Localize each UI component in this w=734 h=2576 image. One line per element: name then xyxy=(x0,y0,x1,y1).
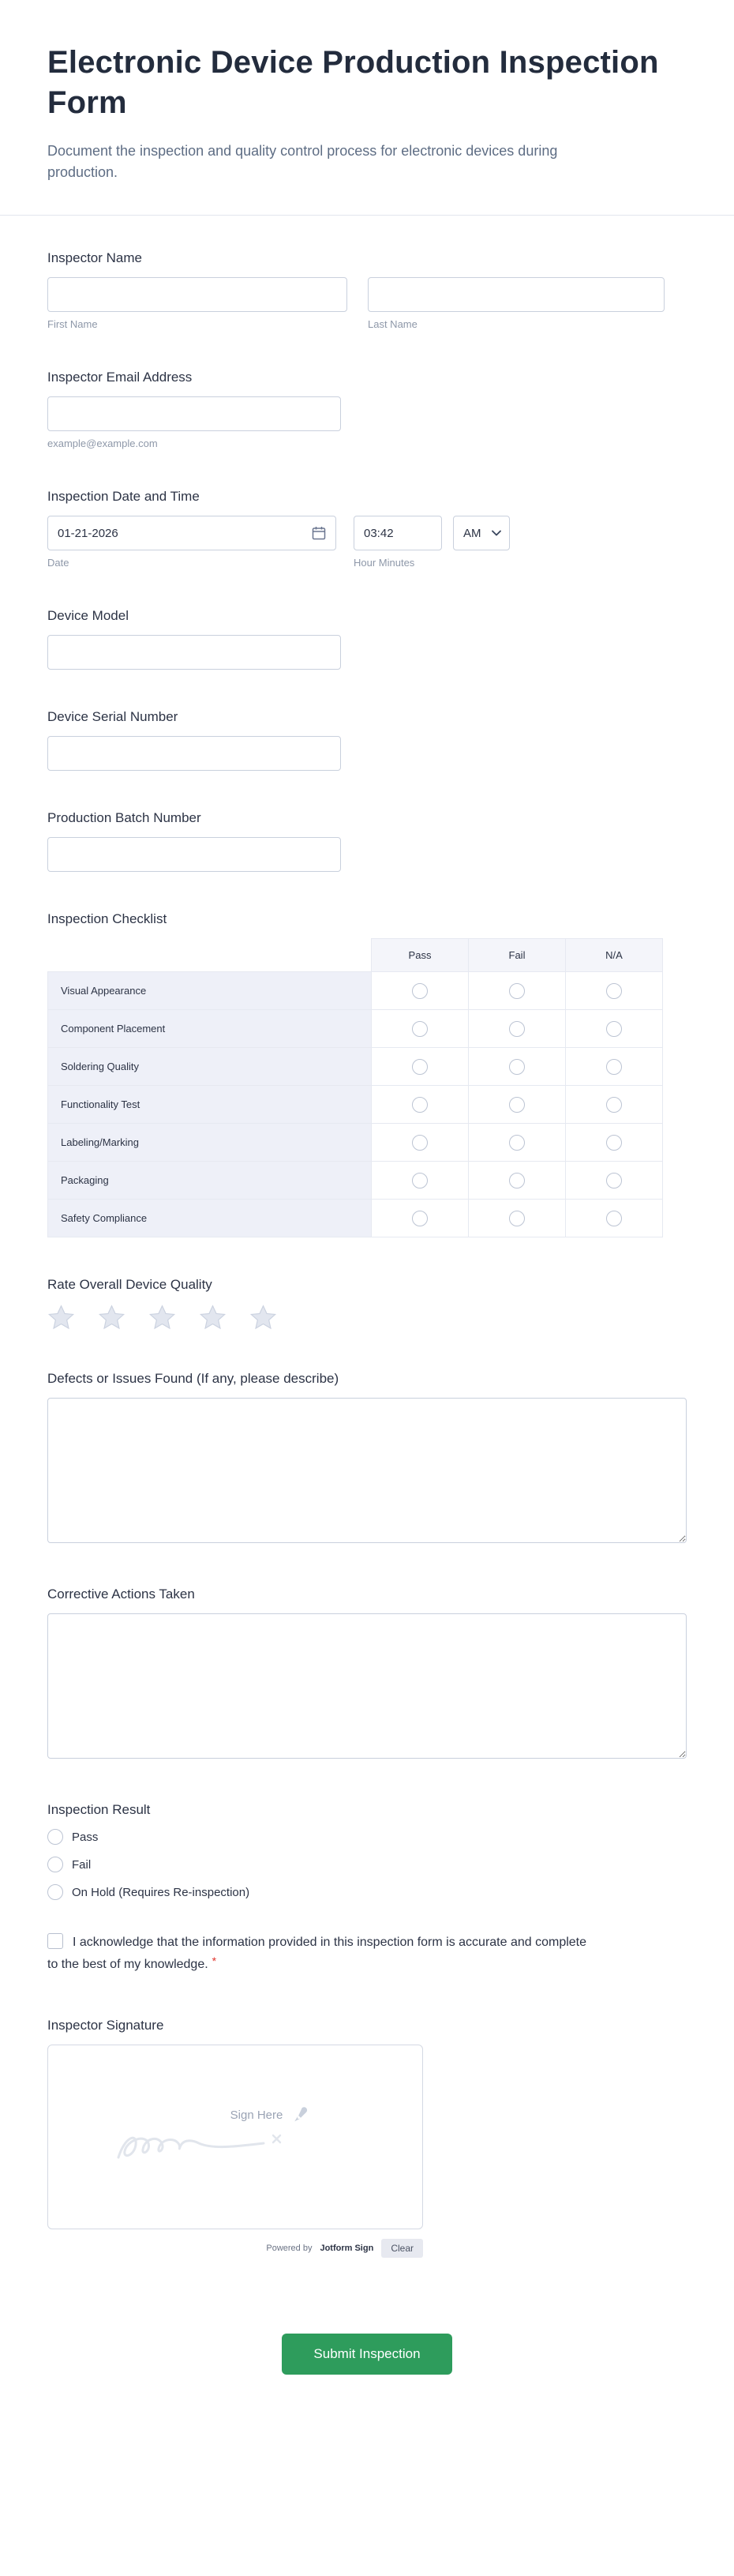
field-inspector-email xyxy=(47,370,687,449)
result-option-label: Pass xyxy=(72,1830,99,1844)
radio-icon-fail[interactable] xyxy=(47,1857,63,1872)
star-icon-4[interactable] xyxy=(199,1304,227,1331)
inspector-name-label: Inspector Name xyxy=(47,250,142,266)
radio-safety-compliance-pass[interactable] xyxy=(412,1211,428,1226)
radio-icon-on-hold-requires-re-inspection[interactable] xyxy=(47,1884,63,1900)
checklist-cell-safety-compliance-n-a xyxy=(566,1200,663,1237)
meridiem-select[interactable] xyxy=(453,516,510,550)
result-option-label: On Hold (Requires Re-inspection) xyxy=(72,1885,250,1899)
radio-labeling-marking-pass[interactable] xyxy=(412,1135,428,1151)
field-device-model xyxy=(47,608,687,670)
datetime-row xyxy=(47,516,687,569)
checklist-row-soldering-quality xyxy=(48,1048,663,1086)
signature-placeholder xyxy=(140,2105,330,2169)
checklist-row-packaging xyxy=(48,1162,663,1200)
datetime-label: Inspection Date and Time xyxy=(47,489,200,505)
radio-functionality-test-pass[interactable] xyxy=(412,1097,428,1113)
radio-safety-compliance-fail[interactable] xyxy=(509,1211,525,1226)
chevron-down-icon xyxy=(492,530,501,536)
checklist-cell-packaging-pass xyxy=(372,1162,469,1200)
radio-functionality-test-fail[interactable] xyxy=(509,1097,525,1113)
checklist-table xyxy=(47,938,663,1237)
checklist-row-label: Safety Compliance xyxy=(48,1200,372,1237)
form-header xyxy=(0,0,734,215)
checklist-corner-cell xyxy=(48,939,372,972)
date-col xyxy=(47,516,336,569)
field-quality-rating xyxy=(47,1277,687,1331)
inspector-email-label: Inspector Email Address xyxy=(47,370,193,385)
checklist-cell-functionality-test-fail xyxy=(469,1086,566,1124)
checklist-cell-soldering-quality-n-a xyxy=(566,1048,663,1086)
checklist-row-label: Labeling/Marking xyxy=(48,1124,372,1162)
time-col xyxy=(354,516,442,569)
field-inspector-signature xyxy=(47,2018,687,2258)
radio-visual-appearance-n-a[interactable] xyxy=(606,983,622,999)
submit-row xyxy=(47,2334,687,2469)
first-name-sublabel: First Name xyxy=(47,318,98,331)
defects-textarea[interactable] xyxy=(47,1398,687,1543)
form-title: Electronic Device Production Inspection Form xyxy=(47,45,659,121)
checklist-row-safety-compliance xyxy=(48,1200,663,1237)
meridiem-value: AM xyxy=(463,526,481,540)
radio-labeling-marking-n-a[interactable] xyxy=(606,1135,622,1151)
field-defects xyxy=(47,1371,687,1547)
rating-label: Rate Overall Device Quality xyxy=(47,1277,212,1293)
calendar-icon[interactable] xyxy=(311,525,327,541)
last-name-sublabel: Last Name xyxy=(368,318,418,331)
acknowledgment-checkbox[interactable] xyxy=(47,1933,63,1949)
corrective-textarea[interactable] xyxy=(47,1613,687,1759)
radio-labeling-marking-fail[interactable] xyxy=(509,1135,525,1151)
checklist-cell-packaging-n-a xyxy=(566,1162,663,1200)
radio-component-placement-n-a[interactable] xyxy=(606,1021,622,1037)
field-inspector-name xyxy=(47,250,687,330)
checklist-cell-soldering-quality-fail xyxy=(469,1048,566,1086)
checklist-row-functionality-test xyxy=(48,1086,663,1124)
signature-label: Inspector Signature xyxy=(47,2017,164,2033)
date-sublabel: Date xyxy=(47,557,69,569)
field-batch-number xyxy=(47,810,687,872)
checklist-cell-labeling-marking-n-a xyxy=(566,1124,663,1162)
radio-soldering-quality-fail[interactable] xyxy=(509,1059,525,1075)
acknowledgment-row xyxy=(47,1933,592,1975)
date-input[interactable] xyxy=(47,516,336,550)
star-icon-2[interactable] xyxy=(98,1304,125,1331)
radio-soldering-quality-n-a[interactable] xyxy=(606,1059,622,1075)
first-name-col xyxy=(47,277,347,330)
checklist-row-label: Soldering Quality xyxy=(48,1048,372,1086)
time-input[interactable] xyxy=(354,516,442,550)
checklist-cell-functionality-test-pass xyxy=(372,1086,469,1124)
corrective-label: Corrective Actions Taken xyxy=(47,1587,195,1602)
last-name-col xyxy=(368,277,665,330)
checklist-cell-packaging-fail xyxy=(469,1162,566,1200)
checklist-row-labeling-marking xyxy=(48,1124,663,1162)
sign-here-text: Sign Here xyxy=(230,2108,283,2123)
checklist-cell-component-placement-n-a xyxy=(566,1010,663,1048)
checklist-cell-visual-appearance-n-a xyxy=(566,972,663,1010)
radio-packaging-pass[interactable] xyxy=(412,1173,428,1188)
inspector-email-input[interactable] xyxy=(47,396,341,431)
jotform-sign-brand: Jotform Sign xyxy=(320,2243,374,2253)
result-option-label: Fail xyxy=(72,1857,92,1872)
field-inspection-result xyxy=(47,1802,687,1900)
checklist-header-row xyxy=(48,939,663,972)
radio-soldering-quality-pass[interactable] xyxy=(412,1059,428,1075)
star-icon-1[interactable] xyxy=(47,1304,75,1331)
checklist-column-fail: Fail xyxy=(469,939,566,972)
checklist-column-n-a: N/A xyxy=(566,939,663,972)
checklist-cell-safety-compliance-pass xyxy=(372,1200,469,1237)
checklist-row-label: Visual Appearance xyxy=(48,972,372,1010)
result-option-pass[interactable] xyxy=(47,1829,687,1845)
checklist-row-label: Component Placement xyxy=(48,1010,372,1048)
serial-number-input[interactable] xyxy=(47,736,341,771)
checklist-row-label: Packaging xyxy=(48,1162,372,1200)
checklist-cell-visual-appearance-pass xyxy=(372,972,469,1010)
first-name-input[interactable] xyxy=(47,277,347,312)
checklist-row-visual-appearance xyxy=(48,972,663,1010)
field-serial-number xyxy=(47,709,687,771)
powered-by-text: Powered by xyxy=(266,2243,313,2253)
checklist-cell-labeling-marking-pass xyxy=(372,1124,469,1162)
radio-icon-pass[interactable] xyxy=(47,1829,63,1845)
checklist-cell-safety-compliance-fail xyxy=(469,1200,566,1237)
signature-squiggle xyxy=(109,2123,330,2169)
field-corrective-actions xyxy=(47,1587,687,1763)
result-option-on-hold-requires-re-inspection[interactable] xyxy=(47,1884,687,1900)
star-icon-5[interactable] xyxy=(249,1304,277,1331)
signature-pad[interactable] xyxy=(47,2045,423,2229)
checklist-cell-functionality-test-n-a xyxy=(566,1086,663,1124)
radio-packaging-n-a[interactable] xyxy=(606,1173,622,1188)
acknowledgment-text: I acknowledge that the information provided in this inspection form is accurate and complete to the best of my knowledge. xyxy=(47,1936,587,1972)
batch-number-label: Production Batch Number xyxy=(47,810,201,826)
radio-visual-appearance-fail[interactable] xyxy=(509,983,525,999)
checklist-cell-visual-appearance-fail xyxy=(469,972,566,1010)
field-inspection-checklist xyxy=(47,911,687,1237)
required-asterisk: * xyxy=(212,1955,217,1968)
time-sublabel: Hour Minutes xyxy=(354,557,415,569)
last-name-input[interactable] xyxy=(368,277,665,312)
serial-number-label: Device Serial Number xyxy=(47,709,178,725)
star-icon-3[interactable] xyxy=(148,1304,176,1331)
name-row xyxy=(47,277,687,330)
radio-safety-compliance-n-a[interactable] xyxy=(606,1211,622,1226)
batch-number-input[interactable] xyxy=(47,837,341,872)
radio-visual-appearance-pass[interactable] xyxy=(412,983,428,999)
checklist-row-component-placement xyxy=(48,1010,663,1048)
result-label: Inspection Result xyxy=(47,1802,151,1818)
clear-signature-button[interactable]: Clear xyxy=(381,2239,423,2258)
checklist-column-pass: Pass xyxy=(372,939,469,972)
checklist-cell-component-placement-fail xyxy=(469,1010,566,1048)
result-options xyxy=(47,1829,687,1900)
radio-functionality-test-n-a[interactable] xyxy=(606,1097,622,1113)
device-model-label: Device Model xyxy=(47,608,129,624)
inspector-email-sublabel: example@example.com xyxy=(47,437,158,450)
signature-footer xyxy=(47,2239,423,2258)
device-model-input[interactable] xyxy=(47,635,341,670)
form-body xyxy=(0,216,734,2469)
defects-label: Defects or Issues Found (If any, please describe) xyxy=(47,1371,339,1387)
checklist-cell-soldering-quality-pass xyxy=(372,1048,469,1086)
submit-button[interactable]: Submit Inspection xyxy=(282,2334,452,2375)
star-rating xyxy=(47,1304,687,1331)
form-subtitle: Document the inspection and quality control process for electronic devices during production. xyxy=(47,143,558,181)
result-option-fail[interactable] xyxy=(47,1857,687,1872)
checklist-label: Inspection Checklist xyxy=(47,911,167,927)
checklist-cell-labeling-marking-fail xyxy=(469,1124,566,1162)
checklist-cell-component-placement-pass xyxy=(372,1010,469,1048)
checklist-row-label: Functionality Test xyxy=(48,1086,372,1124)
radio-packaging-fail[interactable] xyxy=(509,1173,525,1188)
radio-component-placement-fail[interactable] xyxy=(509,1021,525,1037)
field-inspection-datetime xyxy=(47,489,687,569)
radio-component-placement-pass[interactable] xyxy=(412,1021,428,1037)
